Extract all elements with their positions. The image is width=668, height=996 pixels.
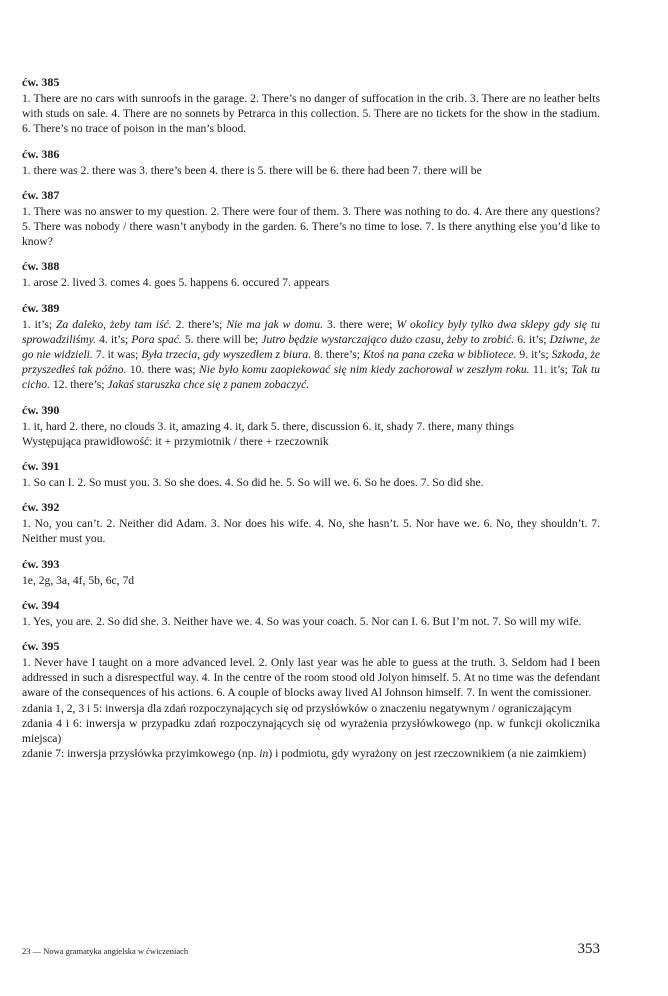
- italic-translation: Jakaś staruszka chce się z panem zobaczyć.: [107, 378, 310, 392]
- exercise-heading: ćw. 392: [22, 500, 60, 515]
- answer-text: zdanie 7: inwersja przysłówka przyimkowego (np.: [22, 747, 260, 761]
- answer-text: 6. it’s;: [514, 332, 550, 346]
- exercise-section: [22, 76, 600, 137]
- exercise-heading: ćw. 394: [22, 597, 60, 612]
- page-footer: [22, 941, 600, 961]
- answer-text: 8. there’s;: [311, 348, 364, 362]
- answer-paragraph: [22, 204, 600, 250]
- exercise-section: [22, 404, 600, 449]
- page-number: 353: [577, 941, 600, 957]
- answer-text: 1. there was 2. there was 3. there’s been 4. there is 5. there will be 6. there had been 7. there will be: [22, 163, 482, 177]
- italic-translation: Ktoś na pana czeka w bibliotece.: [363, 348, 517, 362]
- footer-book-title: 23 — Nowa gramatyka angielska w ćwiczeniach: [22, 946, 189, 956]
- answer-text: 5. there will be;: [181, 332, 262, 346]
- answer-text: Występująca prawidłowość: it + przymiotnik / there + rzeczownik: [22, 434, 329, 448]
- italic-translation: Nie było komu zaopiekować się nim kiedy zachorował w zeszłym roku.: [199, 363, 530, 377]
- exercise-section: [22, 460, 600, 490]
- answer-paragraph: [22, 701, 600, 716]
- exercise-heading: ćw. 386: [22, 146, 60, 161]
- answer-text: 1. So can I. 2. So must you. 3. So she does. 4. So did he. 5. So will we. 6. So he does. 7. So did she.: [22, 476, 484, 490]
- italic-translation: Była trzecia, gdy wyszedłem z biura.: [141, 348, 312, 362]
- exercise-section: [22, 501, 600, 546]
- exercise-section: [22, 148, 600, 178]
- answer-text: 1. There are no cars with sunroofs in the garage. 2. There’s no danger of suffocation in the crib. 3. There are no leather belts with studs on sale. 4. There are no sonnets by Petrarca in this collection. 5. There are no tickets for the show in the stadium. 6. There’s no trace of poison in the man’s blood.: [22, 92, 600, 136]
- answer-text: 4. it’s;: [95, 332, 132, 346]
- answer-text: 7. it was;: [92, 348, 142, 362]
- answer-paragraph: [22, 163, 600, 178]
- exercise-heading: ćw. 389: [22, 300, 60, 315]
- answer-text: 12. there’s;: [50, 378, 108, 392]
- answer-text: 10. there was;: [126, 363, 200, 377]
- answer-text: 2. there’s;: [171, 317, 227, 331]
- exercise-section: [22, 260, 600, 290]
- answer-text: 1. Never have I taught on a more advanced level. 2. Only last year was he able to guess at the truth. 3. Seldom had I been addressed in such a disrespectful way. 4. In the centre of the room stood old Jolyon himself. 5. At no time was the defendant aware of the consequences of his actions. 6. A couple of blocks away lived Al Johnson himself. 7. In went the comissioner.: [22, 656, 600, 700]
- exercise-section: [22, 302, 600, 393]
- exercise-heading: ćw. 393: [22, 556, 60, 571]
- exercise-heading: ćw. 388: [22, 259, 60, 274]
- italic-translation: Dziwne, że go nie widzieli.: [22, 332, 600, 362]
- italic-translation: Za daleko, żeby tam iść.: [56, 317, 172, 331]
- answer-text: zdania 1, 2, 3 i 5: inwersja dla zdań rozpoczynających się od przysłówków o znaczeniu negatywnym / ograniczającym: [22, 701, 572, 715]
- italic-translation: Tak tu cicho.: [22, 363, 601, 392]
- answer-text: 1. it, hard 2. there, no clouds 3. it, amazing 4. it, dark 5. there, discussion 6. it, shady 7. there, many things: [22, 419, 514, 433]
- exercise-heading: ćw. 387: [22, 187, 60, 202]
- italic-translation: Pora spać.: [131, 332, 182, 346]
- italic-translation: in: [259, 747, 269, 761]
- italic-translation: Szkoda, że przyszedłeś tak późno.: [22, 348, 601, 377]
- answer-text: 1. Yes, you are. 2. So did she. 3. Neither have we. 4. So was your coach. 5. Nor can I. 6. But I’m not. 7. So will my wife.: [22, 614, 582, 628]
- exercise-section: [22, 599, 600, 629]
- italic-translation: Nie ma jak w domu.: [226, 317, 323, 331]
- answer-text: 1. arose 2. lived 3. comes 4. goes 5. happens 6. occured 7. appears: [22, 276, 330, 290]
- answer-paragraph: [22, 91, 600, 137]
- answer-text: ) i podmiotu, gdy wyrażony on jest rzeczownikiem (a nie zaimkiem): [268, 747, 587, 761]
- answer-paragraph: [22, 614, 600, 629]
- answer-paragraph: [22, 655, 600, 701]
- answer-text: 1. No, you can’t. 2. Neither did Adam. 3. Nor does his wife. 4. No, she hasn’t. 5. Nor have we. 6. No, they shouldn’t. 7. Neither must you.: [22, 517, 600, 546]
- answer-key-content: [22, 76, 600, 772]
- italic-translation: W okolicy były tylko dwa sklepy gdy się tu sprowadziliśmy.: [22, 317, 600, 346]
- answer-paragraph: [22, 516, 600, 546]
- exercise-section: [22, 640, 600, 761]
- exercise-heading: ćw. 390: [22, 402, 60, 417]
- exercise-heading: ćw. 395: [22, 639, 60, 654]
- answer-paragraph: [22, 317, 600, 393]
- exercise-heading: ćw. 385: [22, 75, 60, 89]
- answer-text: 1. it’s;: [22, 317, 57, 331]
- answer-paragraph: [22, 434, 600, 449]
- answer-paragraph: [22, 475, 600, 490]
- answer-text: 1. There was no answer to my question. 2. There were four of them. 3. There was nothing to do. 4. Are there any questions? 5. There was nobody / there wasn’t anybody in the garden. 6. There’s no time to lose. 7. Is there anything else you’d like to know?: [22, 204, 600, 249]
- exercise-section: [22, 189, 600, 250]
- answer-text: zdania 4 i 6: inwersja w przypadku zdań rozpoczynających się od wyrażenia przysłówkowego (np. w funkcji okolicznika miejsca): [22, 716, 600, 746]
- answer-text: 1e, 2g, 3a, 4f, 5b, 6c, 7d: [22, 573, 135, 587]
- answer-paragraph: [22, 746, 600, 761]
- answer-text: 3. there were;: [323, 317, 397, 331]
- answer-paragraph: [22, 275, 600, 290]
- answer-paragraph: [22, 716, 600, 746]
- answer-paragraph: [22, 419, 600, 434]
- answer-text: 9. it’s;: [516, 348, 552, 362]
- exercise-heading: ćw. 391: [22, 459, 60, 474]
- answer-text: 11. it’s;: [529, 363, 572, 377]
- italic-translation: Jutro będzie wystarczająco dużo czasu, żeby to zrobić.: [261, 332, 515, 346]
- answer-paragraph: [22, 573, 600, 588]
- exercise-section: [22, 558, 600, 588]
